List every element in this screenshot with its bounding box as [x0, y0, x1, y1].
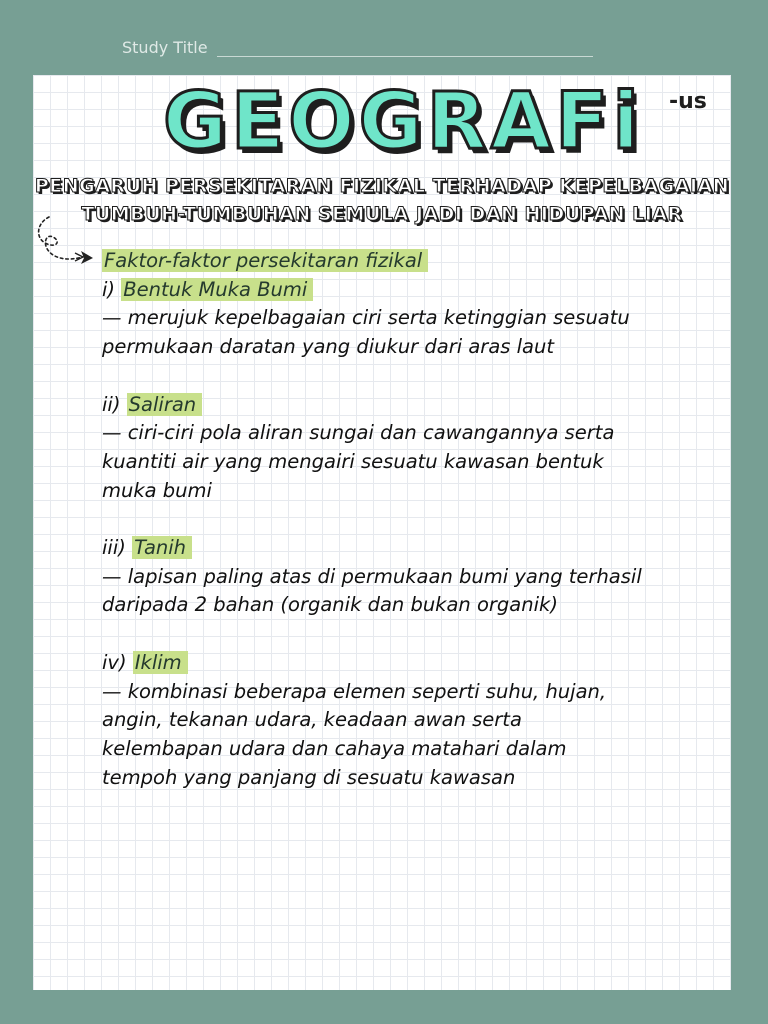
study-title-label: Study Title	[122, 38, 208, 57]
page-title: GEOGRAFi	[163, 77, 644, 167]
item-4-line-4: tempoh yang panjang di sesuatu kawasan	[102, 765, 516, 789]
dotted-arrow-icon	[35, 213, 97, 271]
section-heading: Faktor-faktor persekitaran fizikal	[102, 247, 731, 276]
item-1-title: i) Bentuk Muka Bumi	[102, 276, 731, 305]
item-2-line-2: kuantiti air yang mengairi sesuatu kawasan bentuk	[102, 449, 604, 473]
item-4-line-2: angin, tekanan udara, keadaan awan serta	[102, 708, 522, 732]
item-2-line-1: — ciri-ciri pola aliran sungai dan cawangannya serta	[102, 421, 615, 445]
subtitle-line-2: TUMBUH-TUMBUHAN SEMULA JADI DAN HIDUPAN LIAR	[81, 203, 683, 225]
item-4-title: iv) Iklim	[102, 649, 731, 678]
item-3-title: iii) Tanih	[102, 534, 731, 563]
study-title-line	[217, 56, 593, 57]
item-2-title: ii) Saliran	[102, 391, 731, 420]
item-1-topic: Bentuk Muka Bumi	[121, 278, 313, 301]
notes-content	[102, 247, 731, 792]
item-2-line-3: muka bumi	[102, 478, 212, 502]
item-3-line-2: daripada 2 bahan (organik dan bukan organik)	[102, 593, 558, 617]
subtitle-line-1: PENGARUH PERSEKITARAN FIZIKAL TERHADAP KEPELBAGAIAN	[34, 175, 730, 197]
item-4-line-3: kelembapan udara dan cahaya matahari dalam	[102, 736, 567, 760]
item-3-topic: Tanih	[132, 536, 192, 559]
author-signature: -us	[669, 89, 707, 114]
notes-sheet	[33, 75, 731, 990]
item-1-line-2: permukaan daratan yang diukur dari aras laut	[102, 335, 554, 359]
item-2-topic: Saliran	[127, 393, 203, 416]
item-1-line-1: — merujuk kepelbagaian ciri serta ketinggian sesuatu	[102, 306, 630, 330]
item-4-line-1: — kombinasi beberapa elemen seperti suhu, hujan,	[102, 679, 607, 703]
item-3-line-1: — lapisan paling atas di permukaan bumi yang terhasil	[102, 564, 642, 588]
item-4-topic: Iklim	[133, 651, 188, 674]
